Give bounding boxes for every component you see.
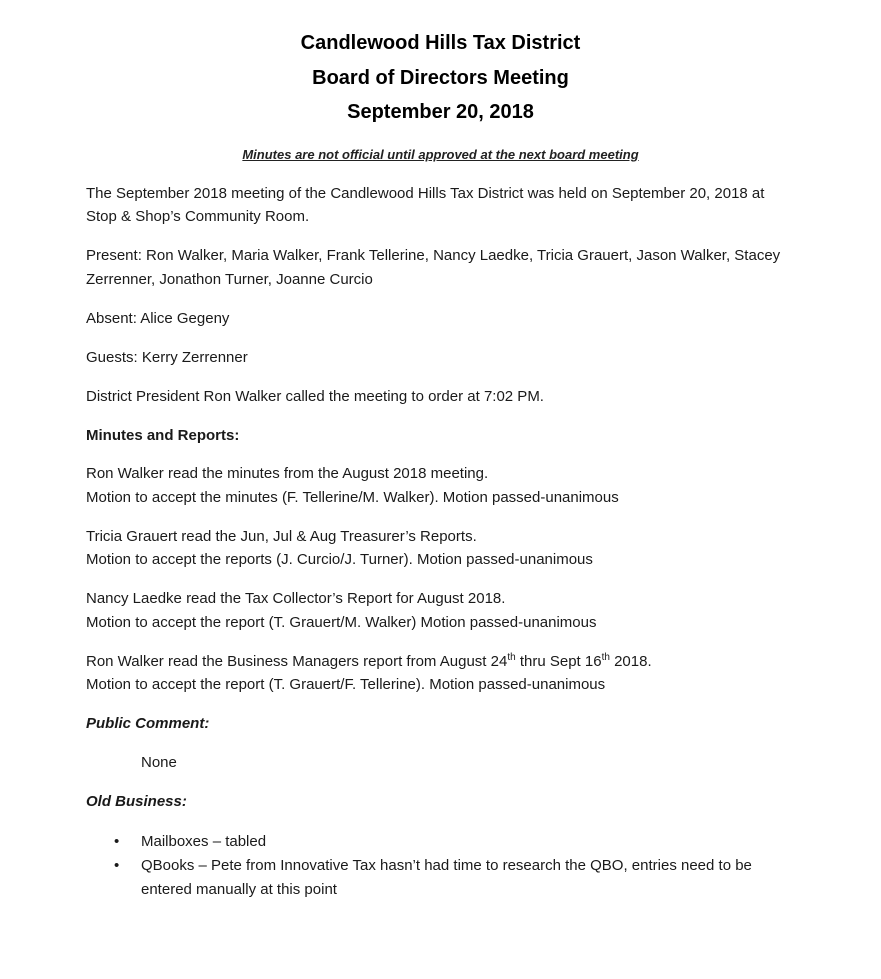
public-comment-heading: Public Comment: [86,715,210,732]
minutes-item-1-line-2: Motion to accept the minutes (F. Tellerine/M. Walker). Motion passed-unanimous [86,489,619,506]
old-business-item-2-line-1: QBooks – Pete from Innovative Tax hasn’t had time to research the QBO, entries need to be [141,857,752,874]
meeting-date: September 20, 2018 [347,101,534,123]
minutes-item-3-line-1: Nancy Laedke read the Tax Collector’s Report for August 2018. [86,590,506,607]
old-business-item-2-line-2: entered manually at this point [141,881,337,898]
official-notice: Minutes are not official until approved at the next board meeting [242,147,639,162]
call-to-order-line: District President Ron Walker called the meeting to order at 7:02 PM. [86,388,544,405]
bullet-icon: • [114,833,120,850]
district-title: Candlewood Hills Tax District [300,32,581,54]
ordinal-suffix-2: th [601,652,610,663]
minutes-item-4-line-1 [86,652,652,672]
old-business-heading: Old Business: [86,793,187,810]
minutes-item-3-line-2: Motion to accept the report (T. Grauert/M. Walker) Motion passed-unanimous [86,614,597,631]
item-4-text-b: thru Sept 16 [515,653,602,670]
ordinal-suffix-1: th [507,652,516,663]
minutes-reports-heading: Minutes and Reports: [86,427,240,444]
intro-line-2: Stop & Shop’s Community Room. [86,208,310,225]
present-line-2: Zerrenner, Jonathon Turner, Joanne Curcio [86,271,373,288]
bullet-icon: • [114,857,120,874]
old-business-item-1: Mailboxes – tabled [141,833,267,850]
minutes-item-2-line-1: Tricia Grauert read the Jun, Jul & Aug Treasurer’s Reports. [86,528,477,545]
absent-line: Absent: Alice Gegeny [86,310,230,327]
minutes-item-1-line-1: Ron Walker read the minutes from the August 2018 meeting. [86,465,489,482]
item-4-text-a: Ron Walker read the Business Managers report from August 24 [86,653,508,670]
intro-line-1: The September 2018 meeting of the Candlewood Hills Tax District was held on September 20, 2018 at [86,185,765,202]
item-4-text-c: 2018. [609,653,652,670]
minutes-item-4-line-2: Motion to accept the report (T. Grauert/F. Tellerine). Motion passed-unanimous [86,676,606,693]
present-line-1: Present: Ron Walker, Maria Walker, Frank Tellerine, Nancy Laedke, Tricia Grauert, Jason Walker, Stacey [86,247,781,264]
guests-line: Guests: Kerry Zerrenner [86,349,248,366]
meeting-title: Board of Directors Meeting [312,67,569,89]
minutes-item-2-line-2: Motion to accept the reports (J. Curcio/J. Turner). Motion passed-unanimous [86,551,593,568]
public-comment-text: None [141,754,177,771]
